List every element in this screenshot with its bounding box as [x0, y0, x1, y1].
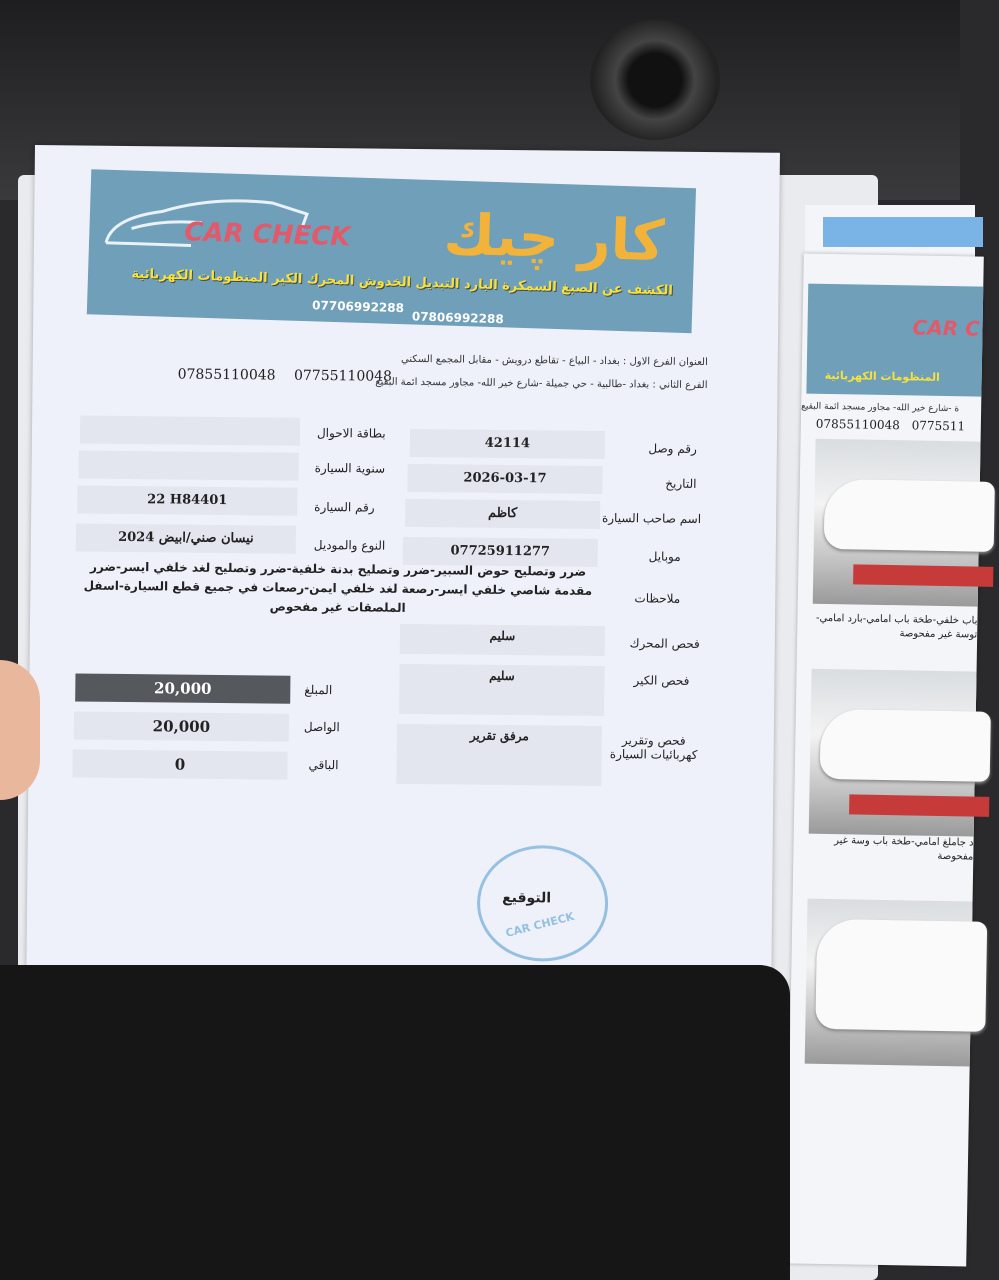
value-notes: ضرر وتصليح حوض السبير-ضرر وتصليح بدنة خلفية-ضرر وتصليح لغد خلفي ايسر-ضرر مقدمة شاصي خلفي ايسر-رصعة لغد خلفي ايمن-رصعات في جميع قطع السيارة-اسفل الملصقات غير مفحوص — [83, 559, 593, 615]
value-id-card — [80, 415, 300, 445]
value-amount: 20,000 — [75, 673, 290, 703]
label-received: الواصل — [303, 719, 340, 735]
header-phone: 07706992288 — [311, 298, 405, 316]
photo-caption: باب خلفي-طخة باب امامي-بارد امامي-توسة غير مفحوصة — [815, 612, 978, 641]
car-photo — [813, 439, 981, 607]
label-gearbox: فحص الكير — [633, 673, 690, 688]
value-remaining: 0 — [72, 749, 287, 779]
value-registration — [79, 450, 299, 480]
value-electrical: مرفق تقرير — [396, 724, 602, 786]
side-report-sheet — [786, 254, 984, 1267]
label-mobile: موبايل — [648, 549, 681, 564]
label-receipt-no: رقم وصل — [648, 441, 697, 456]
signature-label: التوقيع — [502, 889, 552, 907]
car-photo — [805, 899, 973, 1067]
label-remaining: الباقي — [308, 757, 339, 773]
dashboard-knob — [590, 20, 720, 140]
side-address: ة -شارع خير الله- مجاور مسجد ائمة البقيع — [801, 401, 960, 415]
value-gearbox: سليم — [399, 664, 605, 716]
label-electrical: فحص وتقرير كهربائيات السيارة — [609, 733, 698, 762]
label-model: النوع والموديل — [313, 537, 386, 553]
services-list: الكشف عن الصبغ السمكرة البارد التبديل الخدوش المحرك الكير المنظومات الكهربائية — [131, 266, 674, 299]
car-photo — [809, 669, 977, 837]
header-banner — [87, 169, 696, 333]
value-model: نيسان صني/ابيض 2024 — [76, 523, 296, 553]
side-services: المنظومات الكهربائية — [824, 368, 940, 384]
company-stamp: CAR CHECK — [476, 845, 608, 962]
thumb — [0, 660, 40, 800]
label-engine: فحص المحرك — [629, 636, 700, 651]
label-registration: سنوية السيارة — [314, 460, 386, 476]
label-notes: ملاحظات — [634, 591, 681, 606]
side-banner — [806, 284, 983, 397]
side-brand-logo: CAR C — [912, 315, 980, 341]
value-date: 2026-03-17 — [407, 464, 602, 494]
label-id-card: بطاقة الاحوال — [316, 425, 386, 441]
contact-phones: 07855110048 07755110048 — [177, 366, 393, 385]
label-owner: اسم صاحب السيارة — [601, 510, 702, 526]
label-amount: المبلغ — [304, 682, 333, 698]
header-phone: 07806992288 — [411, 309, 504, 327]
value-owner: كاظم — [405, 499, 600, 529]
value-received: 20,000 — [74, 711, 289, 741]
brand-logo-ar: كار چيك — [442, 202, 666, 275]
value-plate: 22 H84401 — [77, 485, 297, 515]
value-receipt-no: 42114 — [410, 429, 605, 459]
photo-caption: د جاملغ امامي-طخة باب وسة غير مفحوصة — [834, 835, 974, 863]
address-branch-2: الفرع الثاني : بغداد -طالبية - حي جميلة -شارع خير الله- مجاور مسجد ائمة البقيع — [375, 376, 708, 392]
side-phones: 07855110048 0775511 — [815, 416, 966, 434]
black-folder — [0, 965, 790, 1280]
label-date: التاريخ — [665, 476, 697, 491]
address-branch-1: العنوان الفرع الاول : بغداد - البياع - تقاطع درويش - مقابل المجمع السكني — [400, 353, 708, 369]
inspection-receipt — [26, 145, 780, 993]
value-engine: سليم — [400, 624, 605, 656]
label-plate: رقم السيارة — [314, 499, 375, 515]
brand-logo-en: CAR CHECK — [183, 217, 351, 253]
value-mobile: 07725911277 — [403, 537, 598, 567]
